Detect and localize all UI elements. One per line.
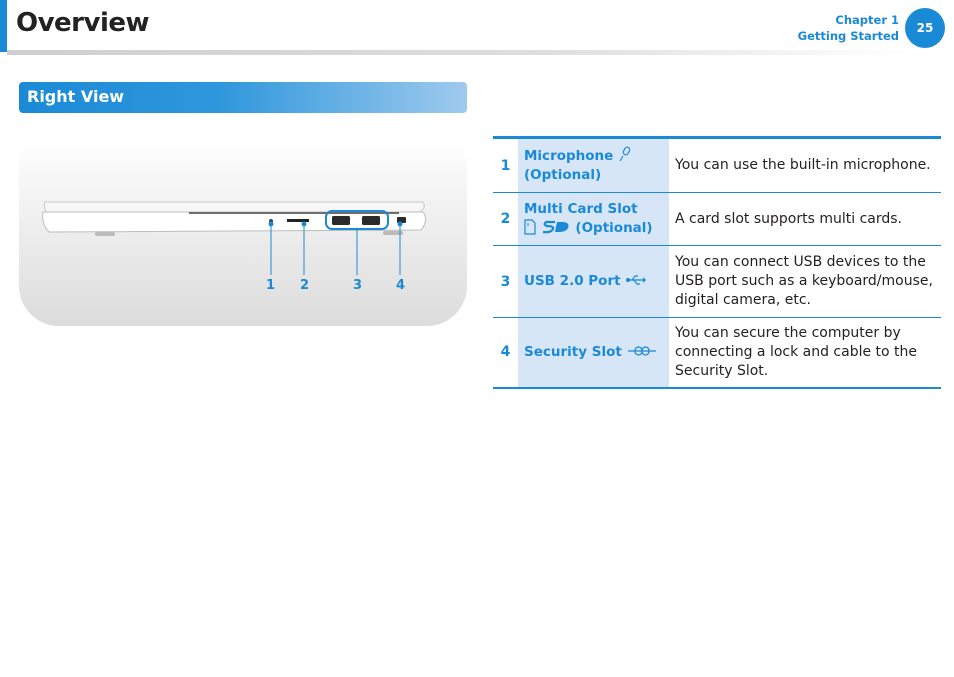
row-description: You can secure the computer by connecting a lock and cable to the Security Slot.	[669, 318, 941, 388]
callout-2: 2	[300, 278, 310, 293]
chapter-number: Chapter 1	[835, 13, 899, 27]
chapter-name: Getting Started	[797, 29, 899, 43]
row-name	[518, 318, 669, 388]
header-divider	[7, 50, 907, 55]
row-name-text: USB 2.0 Port	[524, 273, 621, 289]
microphone-icon	[618, 146, 632, 162]
row-name	[518, 246, 669, 318]
row-description: You can use the built-in microphone.	[675, 157, 931, 173]
row-name-extra: (Optional)	[524, 167, 602, 183]
callout-4: 4	[396, 278, 406, 293]
chapter-label	[798, 12, 899, 44]
row-name-text: Microphone	[524, 148, 614, 164]
usb-port-2	[362, 216, 380, 225]
row-name-text: Security Slot	[524, 343, 622, 360]
usb-port-1	[332, 216, 350, 225]
usb-icon	[625, 274, 647, 286]
row-number: 4	[493, 318, 518, 388]
card-slot-port	[287, 219, 309, 222]
laptop-right-view-illustration	[19, 138, 467, 326]
row-name	[518, 138, 669, 193]
page-number-badge: 25	[905, 8, 945, 48]
card-icon	[524, 219, 536, 235]
row-name-extra: (Optional)	[575, 220, 653, 236]
section-header	[19, 82, 467, 113]
sd-card-icon	[541, 220, 571, 234]
table-row	[493, 318, 941, 388]
callout-1: 1	[266, 278, 276, 293]
row-name	[518, 193, 669, 246]
table-row	[493, 138, 941, 193]
table-row	[493, 193, 941, 246]
row-name-text: Multi Card Slot	[524, 201, 638, 217]
header-accent-bar	[0, 0, 7, 52]
ports-table	[493, 136, 941, 389]
callout-3: 3	[353, 278, 363, 293]
table-row	[493, 246, 941, 318]
row-number: 1	[500, 157, 511, 174]
page-title: Overview	[16, 8, 150, 38]
row-description: A card slot supports multi cards.	[669, 193, 941, 246]
row-number: 3	[493, 246, 518, 318]
row-description: You can connect USB devices to the USB port such as a keyboard/mouse, digital camera, etc.	[669, 246, 941, 318]
row-number: 2	[493, 193, 518, 246]
section-title: Right View	[27, 87, 125, 106]
laptop-side-drawing	[19, 138, 467, 326]
lock-slot-icon	[627, 345, 657, 357]
